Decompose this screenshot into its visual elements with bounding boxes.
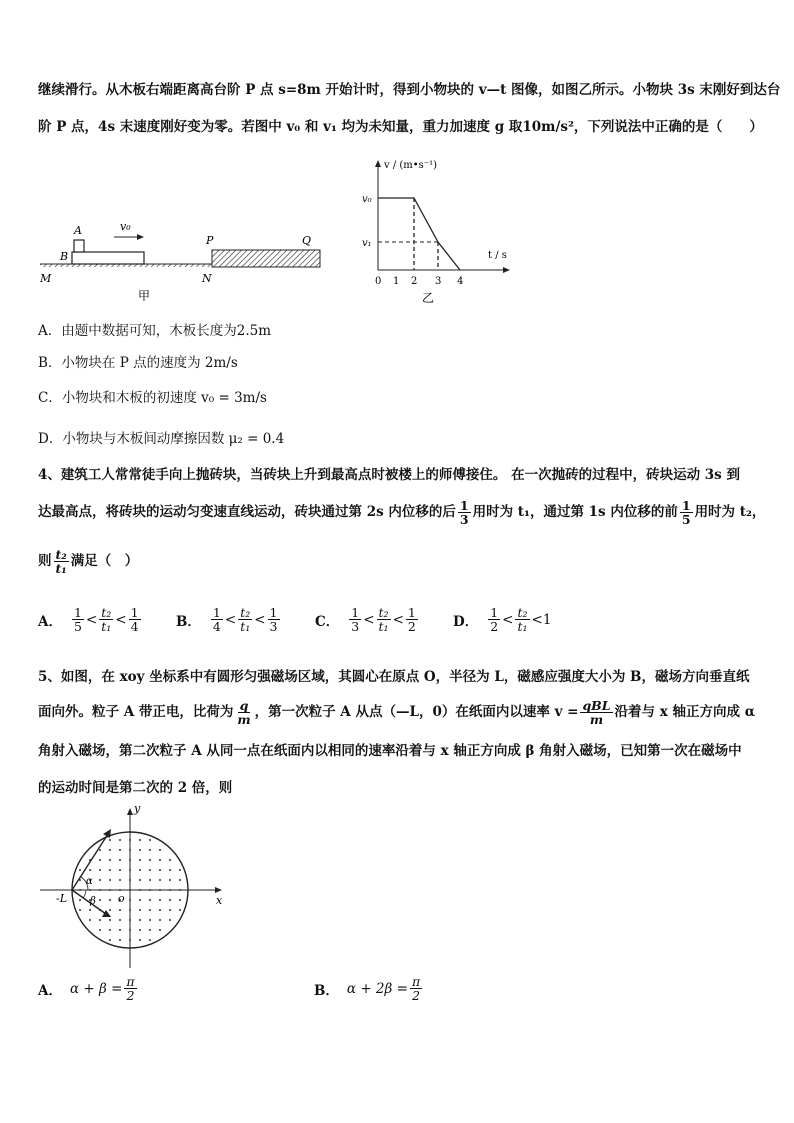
q4-stem-line-2: 达最高点，将砖块的运动匀变速直线运动，砖块通过第 2s 内位移的后 $\frac{1}{3}$ 用时为 t₁，通过第 1s 内位移的前 $\frac{1}{5}$ 用时为 t₂，: [38, 498, 766, 528]
field-dot: [89, 889, 91, 891]
field-dot: [109, 939, 111, 941]
label-minus-l: -L: [56, 892, 68, 905]
q5-stem-line-4: 的运动时间是第二次的 2 倍，则: [38, 780, 233, 796]
field-dot: [179, 869, 181, 871]
x-tick-0: 0: [375, 276, 382, 287]
v0-arrow: [137, 234, 144, 240]
x-tick-2: 2: [411, 276, 418, 287]
field-dot: [119, 849, 121, 851]
charge-mass-ratio: $\frac{q}{m}$: [237, 698, 251, 728]
field-dot: [129, 919, 131, 921]
field-dot: [129, 889, 131, 891]
q4-option-d: D． $\frac{1}{2}$ < $\frac{\text{t₂}}{\text{t₁}}$ < 1: [453, 605, 552, 635]
field-dot: [99, 859, 101, 861]
field-dot: [159, 929, 161, 931]
field-dot: [179, 889, 181, 891]
field-dot: [149, 839, 151, 841]
caption-jia: 甲: [138, 289, 151, 302]
field-dot: [139, 859, 141, 861]
field-dot: [159, 859, 161, 861]
field-dot: [119, 929, 121, 931]
label-m: M: [40, 272, 52, 285]
field-dot: [119, 869, 121, 871]
field-dot: [99, 849, 101, 851]
field-dot: [109, 869, 111, 871]
fraction-one-fifth: $\frac{1}{5}$: [681, 498, 691, 528]
field-dot: [169, 859, 171, 861]
caption-yi: 乙: [422, 291, 435, 304]
field-dot: [169, 869, 171, 871]
field-dot: [99, 889, 101, 891]
q3-option-c: C．小物块和木板的初速度 v₀ = 3m/s: [38, 390, 267, 406]
q4-stem-line-1: 4、建筑工人常常徒手向上抛砖块，当砖块上升到最高点时被楼上的师傅接住。 在一次抛砖的过程中，砖块运动 3s 到: [38, 467, 740, 483]
field-dot: [79, 869, 81, 871]
field-dot: [89, 869, 91, 871]
vt-graph-line: [378, 198, 460, 270]
field-dot: [159, 919, 161, 921]
field-dot: [139, 919, 141, 921]
field-dot: [129, 909, 131, 911]
q3-stem-line-2: 阶 P 点，4s 末速度刚好变为零。若图中 v₀ 和 v₁ 均为未知量，重力加速度 g 取10m/s²，下列说法中正确的是（ ）: [38, 119, 763, 135]
y-tick-v1: v₁: [362, 238, 372, 249]
label-p: P: [206, 234, 214, 247]
field-dot: [159, 849, 161, 851]
field-dot: [179, 879, 181, 881]
ratio-t2-t1: $\frac{\text{t₂}}{\text{t₁}}$: [55, 547, 67, 577]
field-dot: [149, 879, 151, 881]
field-dot: [119, 879, 121, 881]
field-dot: [129, 839, 131, 841]
field-dot: [109, 909, 111, 911]
x-axis-label: t / s: [488, 250, 507, 261]
fraction-one-third: $\frac{1}{3}$: [459, 498, 469, 528]
q5-stem-line-3: 角射入磁场，第二次粒子 A 从同一点在纸面内以相同的速率沿着与 x 轴正方向成 β 角射入磁场，已知第一次在磁场中: [38, 743, 742, 759]
field-dot: [109, 899, 111, 901]
figure-yi: [356, 154, 516, 304]
label-b: B: [60, 250, 69, 263]
q3-stem-line-1: 继续滑行。从木板右端距离高台阶 P 点 s=8m 开始计时，得到小物块的 v—t 图像，如图乙所示。小物块 3s 末刚好到达台: [38, 82, 781, 98]
field-dot: [149, 919, 151, 921]
field-dot: [129, 859, 131, 861]
x-tick-3: 3: [435, 276, 442, 287]
field-dot: [169, 919, 171, 921]
field-dot: [149, 939, 151, 941]
field-dot: [169, 879, 171, 881]
field-dot: [99, 869, 101, 871]
field-dot: [79, 889, 81, 891]
field-dot: [129, 849, 131, 851]
field-dot: [109, 929, 111, 931]
x-tick-4: 4: [457, 276, 464, 287]
field-dot: [119, 909, 121, 911]
q4-option-c: C． $\frac{1}{3}$ < $\frac{\text{t₂}}{\text{t₁}}$ < $\frac{1}{2}$: [315, 605, 416, 635]
label-x-axis: x: [216, 894, 223, 907]
field-dot: [129, 879, 131, 881]
field-dot: [99, 899, 101, 901]
label-q: Q: [302, 234, 312, 247]
speed-expression: $\frac{\text{qBL}}{m}$: [582, 698, 611, 728]
q3-option-b: B．小物块在 P 点的速度为 2m/s: [38, 355, 238, 371]
label-alpha: α: [86, 876, 93, 887]
field-dot: [139, 899, 141, 901]
field-dot: [139, 889, 141, 891]
field-dot: [89, 919, 91, 921]
field-dot: [129, 899, 131, 901]
q3-option-d: D．小物块与木板间动摩擦因数 μ₂ = 0.4: [38, 431, 285, 447]
field-dot: [109, 849, 111, 851]
field-dot: [149, 859, 151, 861]
x-tick-1: 1: [393, 276, 400, 287]
field-dot: [119, 889, 121, 891]
field-dot: [149, 889, 151, 891]
field-dot: [139, 839, 141, 841]
label-n: N: [202, 272, 212, 285]
field-dot: [139, 929, 141, 931]
q3-option-a: A．由题中数据可知，木板长度为2.5m: [38, 323, 272, 339]
field-dot: [129, 939, 131, 941]
field-dot: [139, 869, 141, 871]
field-dot: [149, 849, 151, 851]
field-dot: [149, 869, 151, 871]
field-dot: [109, 859, 111, 861]
high-step: [212, 250, 320, 267]
field-dot: [149, 929, 151, 931]
label-beta: β: [90, 896, 96, 907]
field-dot: [89, 909, 91, 911]
field-dot: [99, 929, 101, 931]
field-dot: [139, 909, 141, 911]
field-dot: [169, 909, 171, 911]
field-dot: [139, 939, 141, 941]
figure-magnetic-field: [36, 802, 236, 972]
field-dot: [139, 849, 141, 851]
field-dot: [79, 909, 81, 911]
field-dot: [109, 919, 111, 921]
field-dot: [119, 859, 121, 861]
field-dot: [179, 899, 181, 901]
field-dot: [109, 879, 111, 881]
field-dot: [149, 899, 151, 901]
field-dot: [129, 929, 131, 931]
field-dot: [159, 869, 161, 871]
velocity-arrow-beta: [102, 910, 111, 917]
field-dot: [79, 899, 81, 901]
field-dot: [169, 899, 171, 901]
field-dot: [119, 939, 121, 941]
field-dot: [139, 879, 141, 881]
field-dot: [119, 839, 121, 841]
q5-option-b: B． α + 2β = $\frac{\pi}{2}$: [314, 974, 421, 1004]
label-origin: o: [118, 892, 125, 905]
label-v0: v₀: [120, 220, 131, 233]
field-dot: [159, 879, 161, 881]
field-dot: [159, 899, 161, 901]
field-dot: [129, 869, 131, 871]
y-tick-v0: v₀: [362, 194, 372, 205]
field-dot: [109, 839, 111, 841]
field-dot: [99, 879, 101, 881]
field-dot: [159, 909, 161, 911]
field-dot: [149, 909, 151, 911]
label-y-axis: y: [134, 802, 141, 815]
block-a: [74, 240, 84, 252]
q4-option-a: A． $\frac{1}{5}$ < $\frac{\text{t₂}}{\text{t₁}}$ < $\frac{1}{4}$: [38, 605, 139, 635]
q5-stem-line-2: 面向外。粒子 A 带正电，比荷为 $\frac{q}{m}$ ，第一次粒子 A 从点（—L，0）在纸面内以速率 v = $\frac{\text{qBL}}{m}$ 沿着与 x 轴正方向成 α: [38, 698, 756, 728]
q4-stem-line-3: 则 $\frac{\text{t₂}}{\text{t₁}}$ 满足（ ）: [38, 547, 139, 577]
label-a: A: [74, 224, 82, 237]
field-dot: [119, 919, 121, 921]
field-dot: [99, 919, 101, 921]
q4-option-b: B． $\frac{1}{4}$ < $\frac{\text{t₂}}{\text{t₁}}$ < $\frac{1}{3}$: [176, 605, 278, 635]
board: [72, 252, 144, 264]
field-dot: [179, 909, 181, 911]
q5-option-a: A． α + β = $\frac{\pi}{2}$: [38, 974, 135, 1004]
field-dot: [169, 889, 171, 891]
y-axis-label: v / (m•s⁻¹): [384, 160, 437, 171]
field-dot: [109, 889, 111, 891]
figure-jia: [36, 212, 336, 302]
field-dot: [159, 889, 161, 891]
q5-stem-line-1: 5、如图，在 xoy 坐标系中有圆形匀强磁场区域，其圆心在原点 O，半径为 L，磁感应强度大小为 B，磁场方向垂直纸: [38, 669, 750, 685]
